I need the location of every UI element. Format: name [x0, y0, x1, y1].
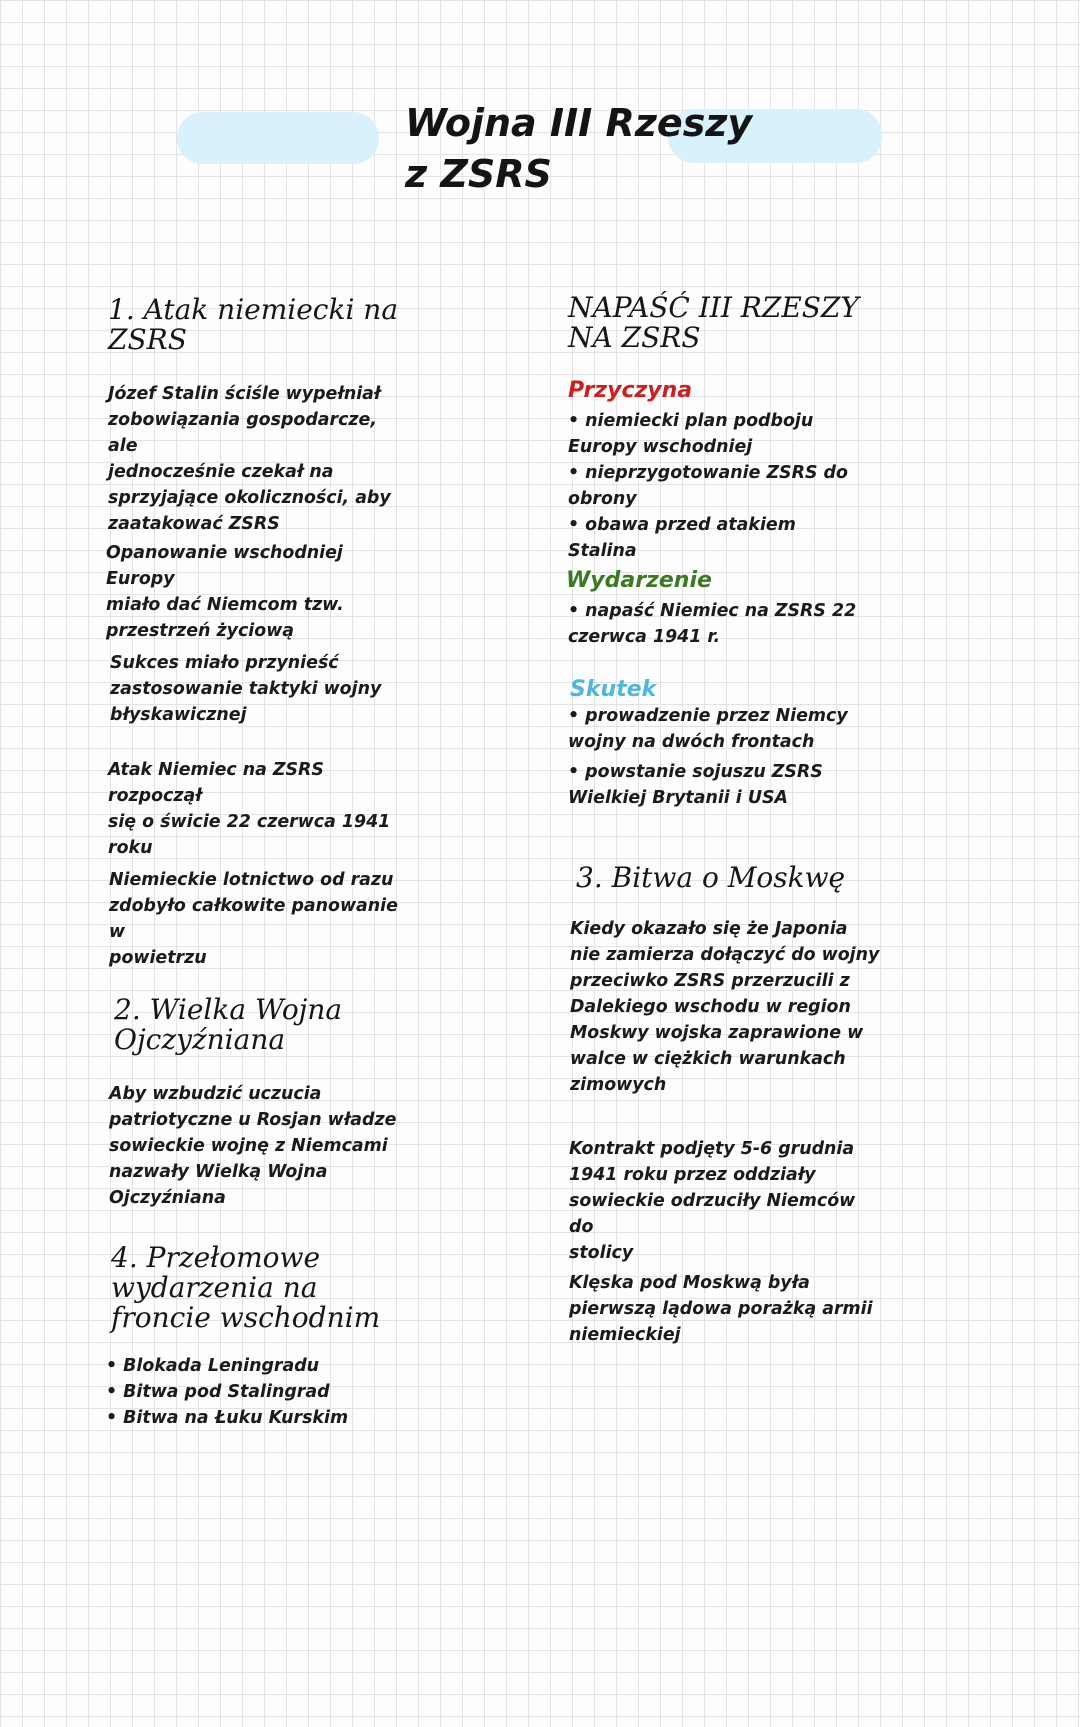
text-line: miało dać Niemcom tzw. — [106, 595, 344, 615]
list-item: • Bitwa pod Stalingrad — [106, 1382, 330, 1402]
wydarzenie-bullets — [568, 598, 868, 650]
text-line: • powstanie sojuszu ZSRS — [568, 762, 823, 782]
text-line: Moskwy wojska zaprawione w — [570, 1023, 864, 1043]
text-line: Dalekiego wschodu w region — [570, 997, 851, 1017]
heading-line: froncie wschodnim — [111, 1301, 381, 1334]
text-line: Kontrakt podjęty 5-6 grudnia — [569, 1139, 855, 1159]
title-highlight-left — [177, 112, 379, 164]
text-line: zimowych — [570, 1075, 667, 1095]
section3-paragraph-1 — [570, 916, 880, 1098]
text-line: czerwca 1941 r. — [568, 627, 721, 647]
heading-line: wydarzenia na — [111, 1271, 318, 1304]
text-line: zaatakować ZSRS — [108, 514, 280, 534]
heading-line: Ojczyźniana — [114, 1023, 286, 1056]
list-item: • Bitwa na Łuku Kurskim — [106, 1408, 349, 1428]
text-line: Europy wschodniej — [568, 437, 753, 457]
text-line: roku — [108, 838, 153, 858]
section1-paragraph-4 — [108, 757, 408, 861]
text-line: jednocześnie czekał na — [108, 462, 334, 482]
heading-line: 4. Przełomowe — [111, 1241, 321, 1274]
section3-paragraph-2 — [569, 1136, 879, 1266]
text-line: przestrzeń życiową — [106, 621, 295, 641]
section1-paragraph-3 — [110, 650, 410, 728]
text-line: Niemieckie lotnictwo od razu — [109, 870, 394, 890]
text-line: Kiedy okazało się że Japonia — [570, 919, 848, 939]
przyczyna-label: Przyczyna — [568, 378, 693, 403]
section4-heading — [111, 1243, 451, 1333]
text-line: patriotyczne u Rosjan władze — [109, 1110, 397, 1130]
text-line: Aby wzbudzić uczucia — [109, 1084, 322, 1104]
section2-heading — [114, 995, 444, 1055]
text-line: Ojczyźniana — [109, 1188, 226, 1208]
section3-paragraph-3 — [569, 1270, 879, 1348]
text-line: powietrzu — [109, 948, 207, 968]
list-item: • Blokada Leningradu — [106, 1356, 320, 1376]
wydarzenie-label: Wydarzenie — [566, 568, 712, 593]
section4-bullet-list — [106, 1353, 406, 1431]
heading-line: 2. Wielka Wojna — [114, 993, 343, 1026]
text-line: Klęska pod Moskwą była — [569, 1273, 810, 1293]
skutek-bullets — [568, 703, 868, 811]
przyczyna-bullets — [568, 408, 868, 564]
text-line: sowieckie wojnę z Niemcami — [109, 1136, 388, 1156]
text-line: się o świcie 22 czerwca 1941 — [108, 812, 391, 832]
heading-line: ZSRS — [108, 323, 187, 356]
text-line: • nieprzygotowanie ZSRS do — [568, 463, 848, 483]
text-line: stolicy — [569, 1243, 634, 1263]
section3-heading: 3. Bitwa o Moskwę — [576, 861, 846, 894]
text-line: walce w ciężkich warunkach — [570, 1049, 846, 1069]
text-line: nazwały Wielką Wojna — [109, 1162, 328, 1182]
page-title-line: Wojna III Rzeszy — [405, 101, 753, 145]
page-title — [405, 98, 825, 200]
text-line: 1941 roku przez oddziały — [569, 1165, 816, 1185]
heading-line: NA ZSRS — [568, 321, 701, 354]
text-line: zdobyło całkowite panowanie w — [109, 896, 398, 942]
text-line: sprzyjające okoliczności, aby — [108, 488, 391, 508]
text-line: nie zamierza dołączyć do wojny — [570, 945, 880, 965]
section1-heading — [108, 295, 438, 355]
text-line: Józef Stalin ściśle wypełniał — [108, 384, 381, 404]
section1-paragraph-5 — [109, 867, 409, 971]
text-line: Atak Niemiec na ZSRS rozpoczął — [108, 760, 324, 806]
text-line: • napaść Niemiec na ZSRS 22 — [568, 601, 857, 621]
text-line: • obawa przed atakiem Stalina — [568, 515, 796, 561]
section2-paragraph — [109, 1081, 409, 1211]
heading-line: NAPAŚĆ III RZESZY — [568, 291, 859, 324]
text-line: wojny na dwóch frontach — [568, 732, 815, 752]
text-line: przeciwko ZSRS przerzucili z — [570, 971, 850, 991]
text-line: Sukces miało przynieść — [110, 653, 339, 673]
text-line: błyskawicznej — [110, 705, 247, 725]
text-line: Wielkiej Brytanii i USA — [568, 788, 788, 808]
text-line: niemieckiej — [569, 1325, 681, 1345]
text-line: zobowiązania gospodarcze, ale — [108, 410, 377, 456]
text-line: • prowadzenie przez Niemcy — [568, 706, 848, 726]
text-line: obrony — [568, 489, 637, 509]
skutek-label: Skutek — [570, 677, 657, 702]
page-title-line: z ZSRS — [405, 152, 552, 196]
text-line: sowieckie odrzuciły Niemców do — [569, 1191, 856, 1237]
section1-paragraph-2 — [106, 540, 406, 644]
section1-paragraph-1 — [108, 381, 408, 537]
heading-line: 1. Atak niemiecki na — [108, 293, 399, 326]
text-line: pierwszą lądowa porażką armii — [569, 1299, 873, 1319]
text-line: • niemiecki plan podboju — [568, 411, 814, 431]
napasc-heading — [568, 293, 898, 353]
text-line: Opanowanie wschodniej Europy — [106, 543, 343, 589]
text-line: zastosowanie taktyki wojny — [110, 679, 382, 699]
